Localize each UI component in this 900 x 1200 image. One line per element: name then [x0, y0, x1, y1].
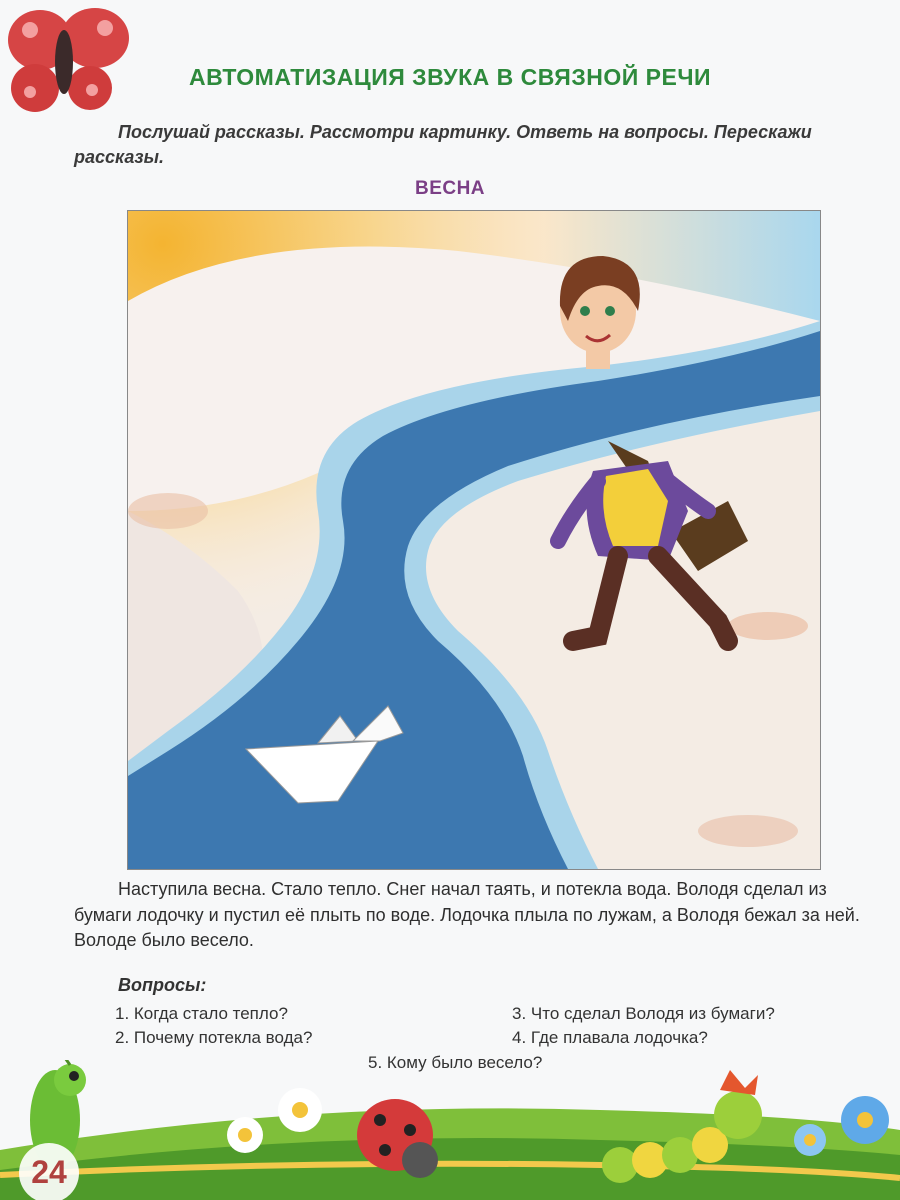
questions-heading: Вопросы:	[118, 975, 207, 995]
story-text: Наступила весна. Стало тепло. Снег начал таять, и потекла вода. Володя сделал из бумаги лодочку и пустил её плыть по воде. Лодочка плыла по лужам, а Володя бежал за ней. Володе было весело.	[74, 879, 860, 950]
meadow-decoration	[0, 1060, 900, 1200]
question-item: 3. Что сделал Володя из бумаги?	[512, 1004, 775, 1023]
story-title: ВЕСНА	[414, 178, 486, 199]
butterfly-icon	[0, 0, 135, 118]
question-item: 5. Кому было весело?	[368, 1053, 543, 1072]
story-illustration	[127, 210, 821, 870]
question-item: 2. Почему потекла вода?	[115, 1028, 313, 1047]
question-item: 4. Где плавала лодочка?	[512, 1028, 708, 1047]
page-number: 24	[31, 1154, 67, 1190]
question-item: 1. Когда стало тепло?	[115, 1004, 288, 1023]
page-title: АВТОМАТИЗАЦИЯ ЗВУКА В СВЯЗНОЙ РЕЧИ	[188, 64, 712, 90]
instructions-text: Послушай рассказы. Рассмотри картинку. Ответь на вопросы. Перескажи рассказы.	[74, 122, 812, 167]
